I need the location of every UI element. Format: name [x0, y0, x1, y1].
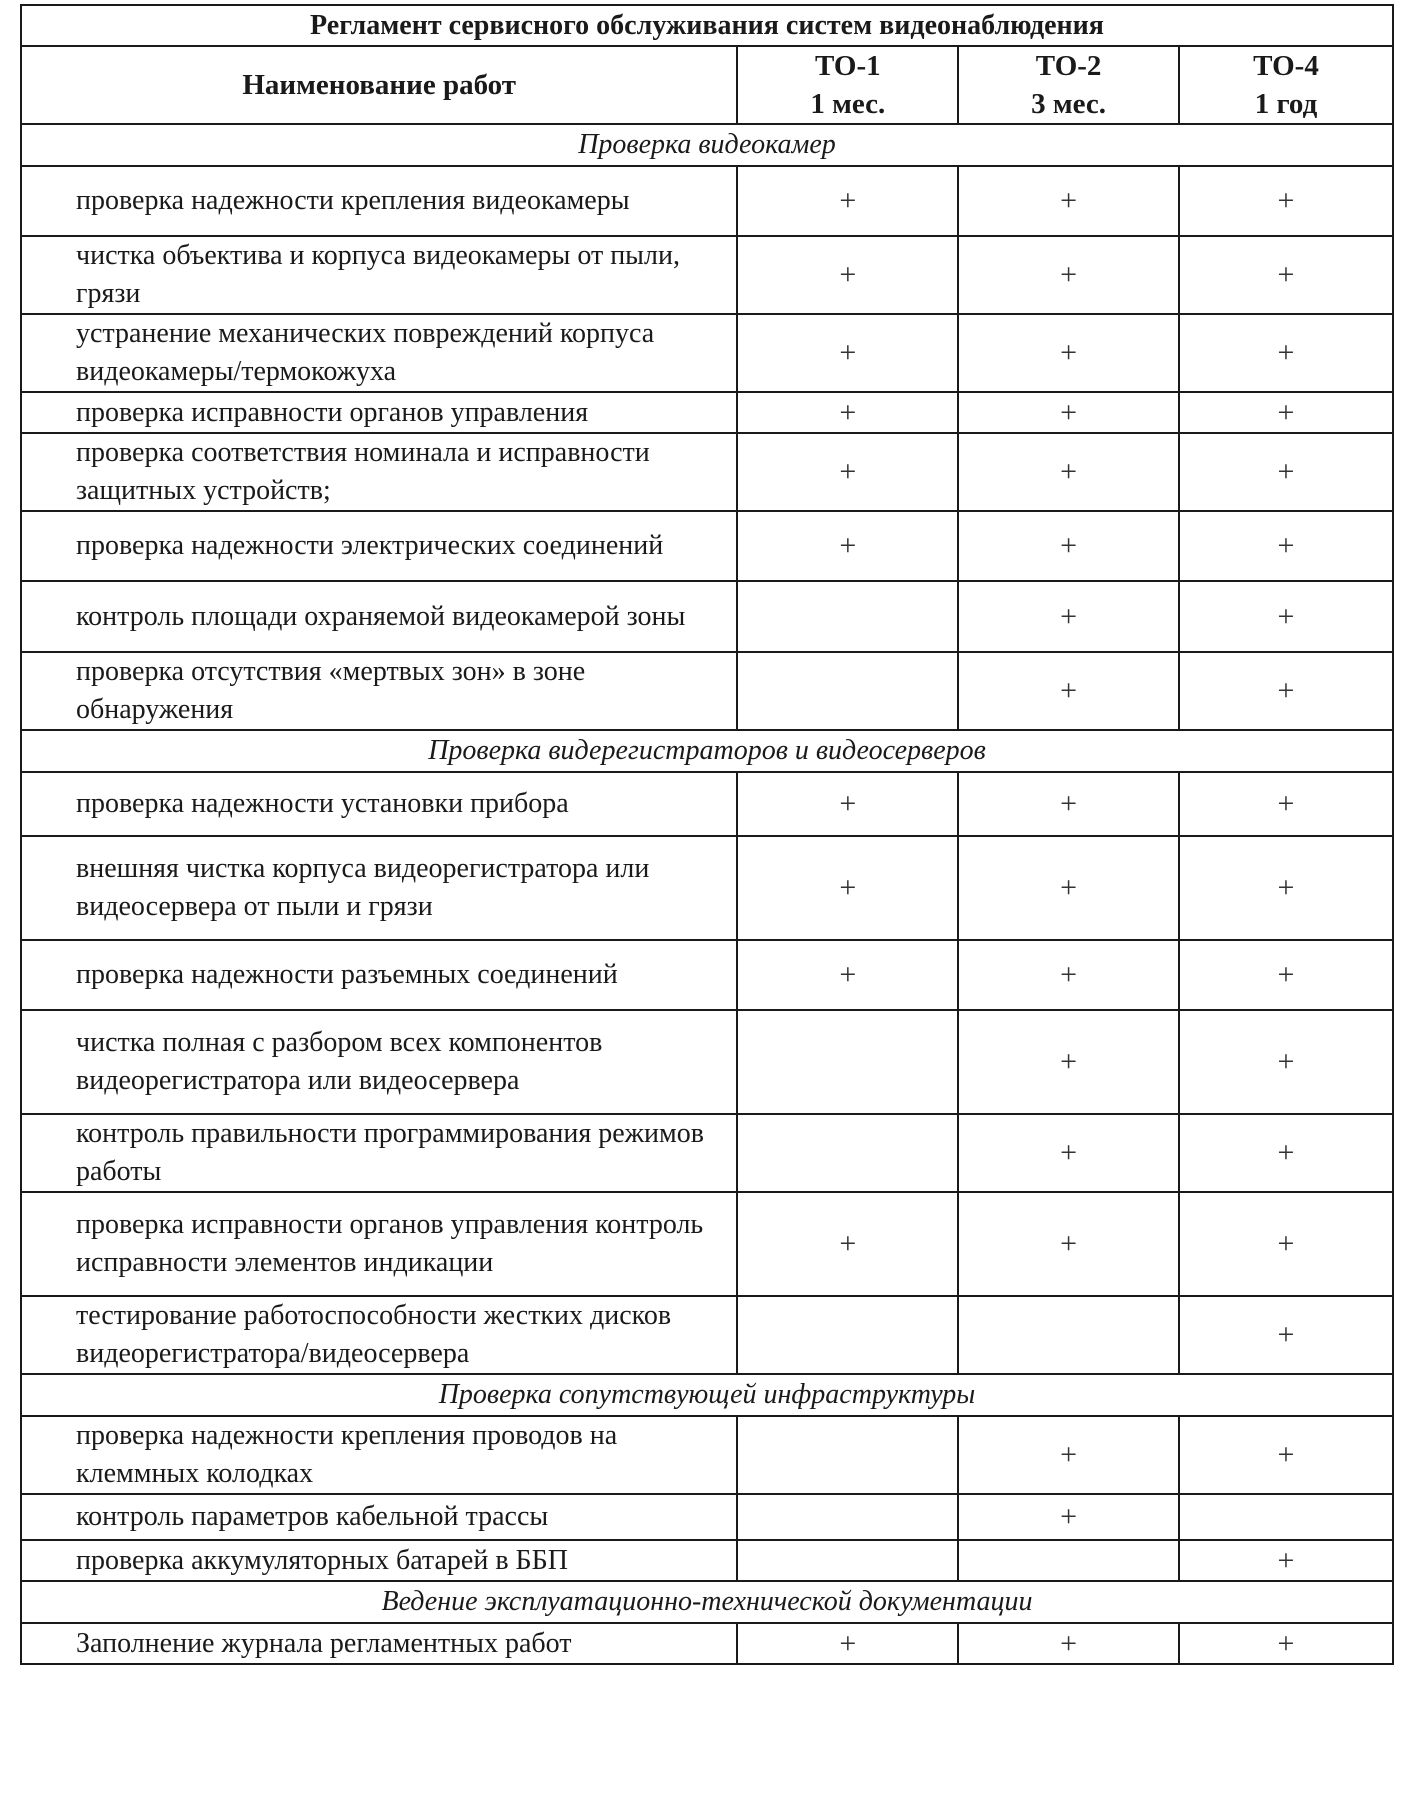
- to4-mark-cell: +: [1179, 1114, 1393, 1192]
- to2-mark-cell: +: [958, 1114, 1179, 1192]
- table-row: [21, 392, 1393, 433]
- section-row: [21, 1581, 1393, 1623]
- to2-mark-cell: +: [958, 166, 1179, 236]
- work-name-cell: проверка надежности установки прибора: [21, 772, 737, 836]
- to1-mark-cell: +: [737, 314, 958, 392]
- to4-mark-cell: +: [1179, 433, 1393, 511]
- work-name-cell: проверка отсутствия «мертвых зон» в зоне обнаружения: [21, 652, 737, 730]
- to4-mark-cell: +: [1179, 1192, 1393, 1296]
- to4-mark-cell: +: [1179, 314, 1393, 392]
- section-title: Проверка видеокамер: [21, 124, 1393, 166]
- table-row: [21, 652, 1393, 730]
- to1-mark-cell: [737, 581, 958, 652]
- table-row: [21, 1494, 1393, 1540]
- to1-mark-cell: [737, 1010, 958, 1114]
- table-row: [21, 511, 1393, 581]
- to2-mark-cell: +: [958, 1192, 1179, 1296]
- table-row: [21, 1540, 1393, 1581]
- to1-mark-cell: +: [737, 1192, 958, 1296]
- to1-mark-cell: +: [737, 511, 958, 581]
- to1-mark-cell: +: [737, 433, 958, 511]
- table-title: Регламент сервисного обслуживания систем видеонаблюдения: [21, 5, 1393, 46]
- to2-mark-cell: [958, 1296, 1179, 1374]
- table-row: [21, 166, 1393, 236]
- section-row: [21, 730, 1393, 772]
- to2-mark-cell: +: [958, 581, 1179, 652]
- section-row: [21, 1374, 1393, 1416]
- table-row: [21, 1192, 1393, 1296]
- to1-mark-cell: +: [737, 772, 958, 836]
- work-name-cell: Заполнение журнала регламентных работ: [21, 1623, 737, 1664]
- to1-mark-cell: [737, 1114, 958, 1192]
- work-name-cell: чистка объектива и корпуса видеокамеры от пыли, грязи: [21, 236, 737, 314]
- to4-mark-cell: +: [1179, 652, 1393, 730]
- to2-mark-cell: +: [958, 940, 1179, 1010]
- to2-mark-cell: +: [958, 511, 1179, 581]
- to1-mark-cell: [737, 1296, 958, 1374]
- to1-mark-cell: [737, 1540, 958, 1581]
- document-page: [20, 4, 1394, 1665]
- to2-mark-cell: +: [958, 1494, 1179, 1540]
- to4-mark-cell: +: [1179, 940, 1393, 1010]
- to2-mark-cell: +: [958, 314, 1179, 392]
- to1-mark-cell: +: [737, 166, 958, 236]
- column-header-work-name: Наименование работ: [21, 46, 737, 124]
- to2-mark-cell: +: [958, 1416, 1179, 1494]
- to4-mark-cell: +: [1179, 1540, 1393, 1581]
- to4-mark-cell: +: [1179, 772, 1393, 836]
- work-name-cell: проверка исправности органов управления контроль исправности элементов индикации: [21, 1192, 737, 1296]
- table-row: [21, 772, 1393, 836]
- table-row: [21, 314, 1393, 392]
- to2-mark-cell: +: [958, 236, 1179, 314]
- to2-mark-cell: +: [958, 392, 1179, 433]
- to4-mark-cell: [1179, 1494, 1393, 1540]
- work-name-cell: внешняя чистка корпуса видеорегистратора или видеосервера от пыли и грязи: [21, 836, 737, 940]
- table-row: [21, 236, 1393, 314]
- section-title: Ведение эксплуатационно-технической документации: [21, 1581, 1393, 1623]
- to1-mark-cell: +: [737, 392, 958, 433]
- to2-period: 3 мес.: [1031, 88, 1106, 120]
- to1-mark-cell: [737, 1494, 958, 1540]
- to1-mark-cell: [737, 1416, 958, 1494]
- to1-mark-cell: [737, 652, 958, 730]
- work-name-cell: устранение механических повреждений корпуса видеокамеры/термокожуха: [21, 314, 737, 392]
- maintenance-schedule-table: [20, 4, 1394, 1665]
- to2-mark-cell: +: [958, 433, 1179, 511]
- table-row: [21, 1114, 1393, 1192]
- work-name-cell: чистка полная с разбором всех компонентов видеорегистратора или видеосервера: [21, 1010, 737, 1114]
- to4-mark-cell: +: [1179, 166, 1393, 236]
- table-row: [21, 1623, 1393, 1664]
- to2-mark-cell: +: [958, 652, 1179, 730]
- table-row: [21, 1416, 1393, 1494]
- column-header-to1: [737, 46, 958, 124]
- section-title: Проверка сопутствующей инфраструктуры: [21, 1374, 1393, 1416]
- column-header-to4: [1179, 46, 1393, 124]
- to4-mark-cell: +: [1179, 1010, 1393, 1114]
- to4-period: 1 год: [1254, 88, 1318, 120]
- work-name-cell: контроль параметров кабельной трассы: [21, 1494, 737, 1540]
- work-name-cell: контроль правильности программирования режимов работы: [21, 1114, 737, 1192]
- to1-mark-cell: +: [737, 940, 958, 1010]
- table-row: [21, 433, 1393, 511]
- section-row: [21, 124, 1393, 166]
- to4-mark-cell: +: [1179, 836, 1393, 940]
- to2-label: ТО-2: [1035, 50, 1102, 82]
- to1-mark-cell: +: [737, 1623, 958, 1664]
- to2-mark-cell: +: [958, 772, 1179, 836]
- to1-mark-cell: +: [737, 836, 958, 940]
- work-name-cell: тестирование работоспособности жестких дисков видеорегистратора/видеосервера: [21, 1296, 737, 1374]
- table-row: [21, 1296, 1393, 1374]
- work-name-cell: проверка надежности разъемных соединений: [21, 940, 737, 1010]
- to4-mark-cell: +: [1179, 581, 1393, 652]
- work-name-cell: проверка аккумуляторных батарей в ББП: [21, 1540, 737, 1581]
- to1-label: ТО-1: [814, 50, 881, 82]
- section-title: Проверка видерегистраторов и видеосерверов: [21, 730, 1393, 772]
- to2-mark-cell: +: [958, 1623, 1179, 1664]
- table-row: [21, 940, 1393, 1010]
- to2-mark-cell: [958, 1540, 1179, 1581]
- work-name-cell: проверка соответствия номинала и исправности защитных устройств;: [21, 433, 737, 511]
- work-name-cell: проверка надежности электрических соединений: [21, 511, 737, 581]
- header-row: [21, 46, 1393, 124]
- to4-mark-cell: +: [1179, 392, 1393, 433]
- table-row: [21, 836, 1393, 940]
- to1-period: 1 мес.: [810, 88, 886, 120]
- table-row: [21, 581, 1393, 652]
- to4-mark-cell: +: [1179, 1623, 1393, 1664]
- table-row: [21, 1010, 1393, 1114]
- column-header-to2: [958, 46, 1179, 124]
- work-name-cell: проверка надежности крепления видеокамеры: [21, 166, 737, 236]
- to4-mark-cell: +: [1179, 1416, 1393, 1494]
- work-name-cell: проверка надежности крепления проводов на клеммных колодках: [21, 1416, 737, 1494]
- to1-mark-cell: +: [737, 236, 958, 314]
- to4-mark-cell: +: [1179, 236, 1393, 314]
- work-name-cell: проверка исправности органов управления: [21, 392, 737, 433]
- work-name-cell: контроль площади охраняемой видеокамерой зоны: [21, 581, 737, 652]
- to4-mark-cell: +: [1179, 511, 1393, 581]
- to4-mark-cell: +: [1179, 1296, 1393, 1374]
- to2-mark-cell: +: [958, 1010, 1179, 1114]
- to2-mark-cell: +: [958, 836, 1179, 940]
- table-body: [21, 124, 1393, 1664]
- to4-label: ТО-4: [1253, 50, 1319, 82]
